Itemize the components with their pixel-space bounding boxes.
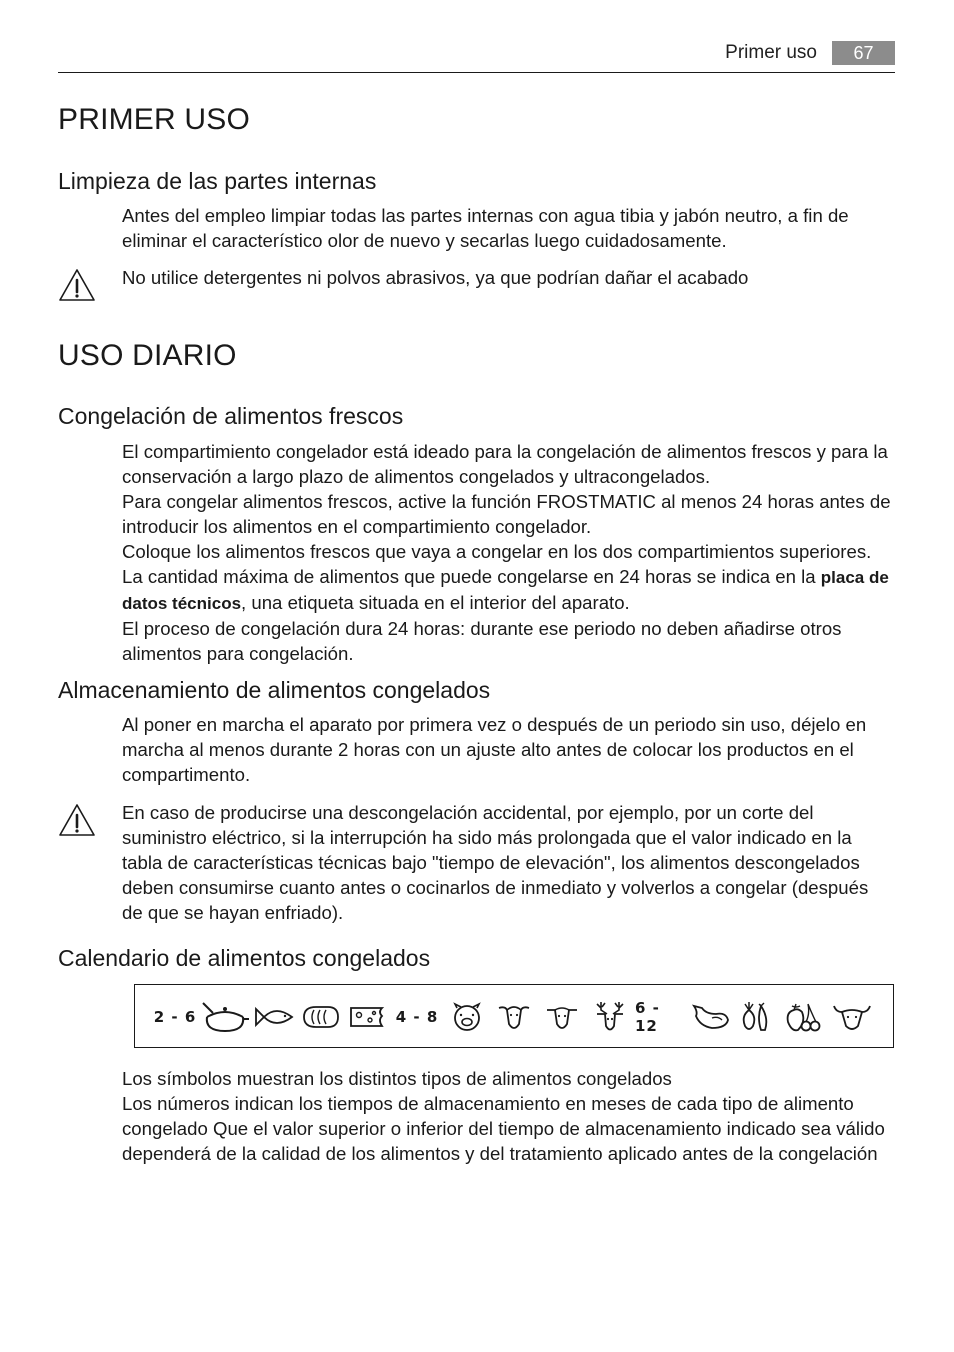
heading-limpieza: Limpieza de las partes internas xyxy=(58,168,377,194)
storage-months-label xyxy=(635,985,687,1049)
warning-text-almacenamiento: En caso de producirse una descongelación accidental, por ejemplo, por un corte del suministro eléctrico, si la interrupción ha sido más prolongada que el valor indicado en la tabla de características técnicas bajo "tiempo de elevación", los alimentos descongelados deben consumirse cuanto antes o cocinarlos de inmediato y volverlos a congelar (después de que se hayan enfriado). xyxy=(122,802,869,923)
section-title-primer-uso: PRIMER USO xyxy=(58,103,251,136)
paragraph-congelacion-4-a: La cantidad máxima de alimentos que puede congelarse en 24 horas se indica en la xyxy=(122,566,821,587)
bread-icon xyxy=(297,985,343,1049)
paragraph-congelacion-5: El proceso de congelación dura 24 horas: durante ese periodo no deben añadirse otros alimentos para congelación. xyxy=(122,618,842,664)
paragraph-congelacion-4-b: , una etiqueta situada en el interior del aparato. xyxy=(241,592,630,613)
storage-months-text: 6 - 12 xyxy=(635,999,660,1035)
page-header xyxy=(58,38,895,73)
warning-text-limpieza: No utilice detergentes ni polvos abrasivos, ya que podrían dañar el acabado xyxy=(122,267,749,288)
fruit-icon xyxy=(781,985,825,1049)
paragraph-congelacion-1: El compartimiento congelador está ideado para la congelación de alimentos frescos y para la conservación a largo plazo de alimentos congelados y ultracongelados. xyxy=(122,441,888,487)
paragraph-calendario-1: Los símbolos muestran los distintos tipos de alimentos congelados xyxy=(122,1068,672,1089)
paragraph-almacenamiento: Al poner en marcha el aparato por primera vez o después de un periodo sin uso, déjelo en marcha al menos durante 2 horas con un ajuste alto antes de colocar los productos en el compartimento. xyxy=(122,714,867,785)
storage-months-label xyxy=(393,985,441,1049)
calf-icon xyxy=(539,985,585,1049)
storage-months-text: 2 - 6 xyxy=(153,1008,197,1026)
pot-icon xyxy=(197,985,253,1049)
header-title: Primer uso xyxy=(725,42,817,63)
section-title-uso-diario: USO DIARIO xyxy=(58,339,237,372)
pig-icon xyxy=(445,985,489,1049)
warning-icon xyxy=(58,268,96,302)
storage-months-label xyxy=(153,985,197,1049)
storage-months-text: 4 - 8 xyxy=(395,1008,439,1026)
paragraph-calendario-2: Los números indican los tiempos de almacenamiento en meses de cada tipo de alimento congelado Que el valor superior o inferior del tiempo de almacenamiento indicado sea válido dependerá de la calidad de los alimentos y del tratamiento aplicado antes de la congelación xyxy=(122,1093,885,1164)
vegetables-icon xyxy=(735,985,775,1049)
heading-almacenamiento: Almacenamiento de alimentos congelados xyxy=(58,677,491,703)
congelacion-body xyxy=(122,439,894,666)
heading-calendario: Calendario de alimentos congelados xyxy=(58,945,431,971)
paragraph-congelacion-3: Coloque los alimentos frescos que vaya a congelar en los dos compartimientos superiores. xyxy=(122,541,872,562)
chicken-icon xyxy=(687,985,733,1049)
paragraph-congelacion-4 xyxy=(122,564,894,616)
calendario-body xyxy=(122,1066,894,1166)
paragraph-limpieza: Antes del empleo limpiar todas las partes internas con agua tibia y jabón neutro, a fin de eliminar el característico olor de nuevo y secarlas luego cuidadosamente. xyxy=(122,205,849,251)
fish-icon xyxy=(253,985,295,1049)
cheese-icon xyxy=(345,985,389,1049)
paragraph-congelacion-2: Para congelar alimentos frescos, active la función FROSTMATIC al menos 24 horas antes de introducir los alimentos en el compartimiento congelador. xyxy=(122,491,891,537)
beef-icon xyxy=(831,985,873,1049)
deer-icon xyxy=(587,985,633,1049)
sheep-icon xyxy=(491,985,537,1049)
frozen-food-calendar xyxy=(134,984,894,1048)
heading-congelacion: Congelación de alimentos frescos xyxy=(58,403,404,429)
page-number: 67 xyxy=(832,41,895,65)
warning-icon xyxy=(58,803,96,837)
placa-datos-tecnicos: placa de datos técnicos xyxy=(122,568,889,613)
